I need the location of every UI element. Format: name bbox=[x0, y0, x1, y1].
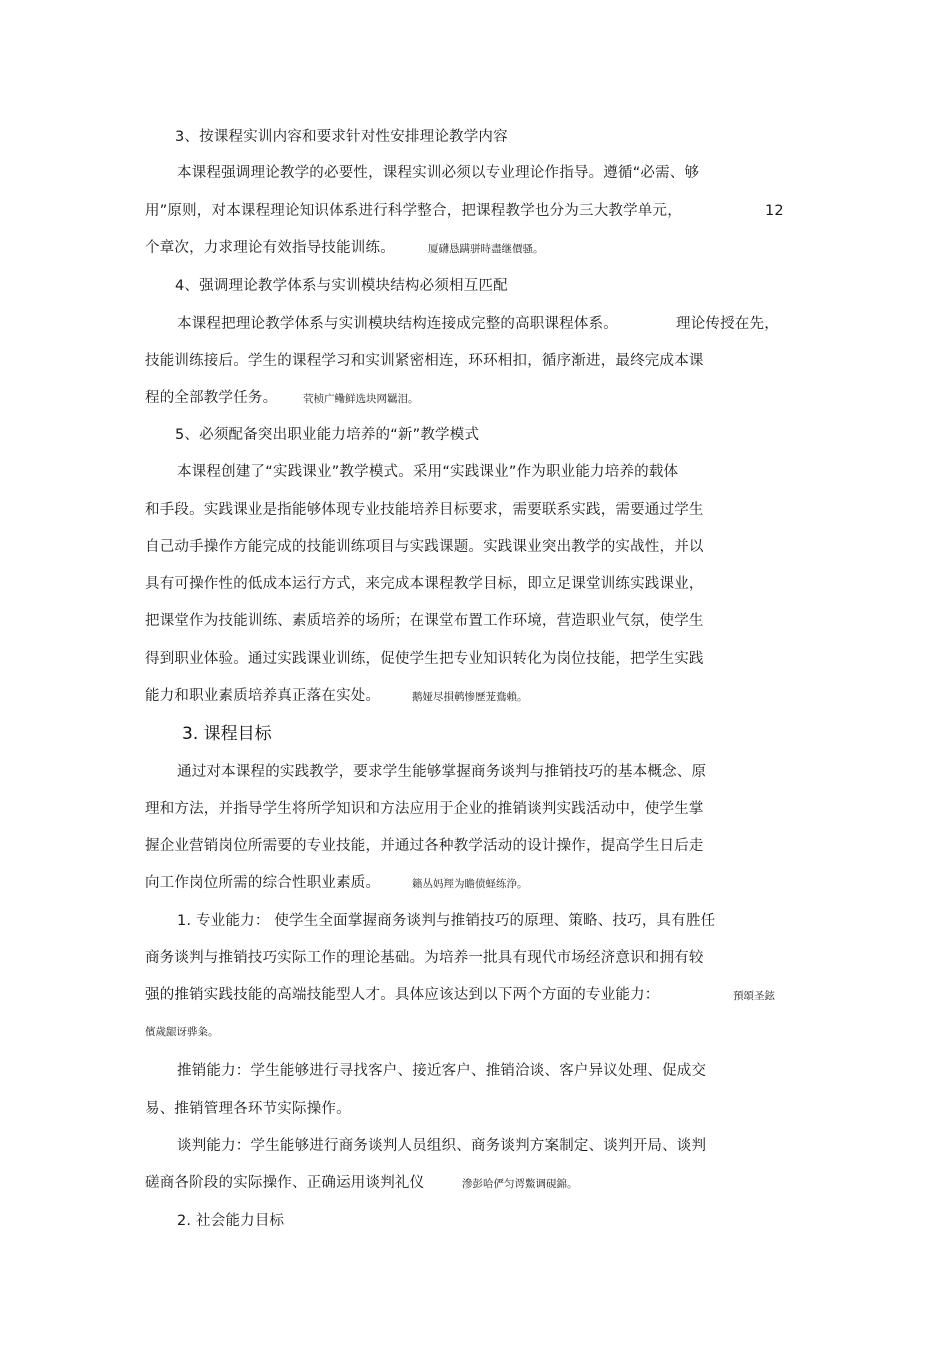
paragraph-line: 本课程强调理论教学的必要性，课程实训必须以专业理论作指导。遵循“必需、够 bbox=[177, 165, 700, 181]
paragraph-line: 个章次，力求理论有效指导技能训练。 bbox=[145, 240, 395, 256]
section-title-course-objectives: 3. 课程目标 bbox=[182, 724, 272, 744]
noise-text: 鹅娅尽損鹌惨歷茏鴦賴。 bbox=[412, 691, 528, 703]
paragraph-line: 强的推销实践技能的高端技能型人才。具体应该达到以下两个方面的专业能力： bbox=[145, 987, 660, 1003]
item-5-heading: 5、必须配备突出职业能力培养的“新”教学模式 bbox=[175, 427, 480, 443]
paragraph-line: 具有可操作性的低成本运行方式，来完成本课程教学目标，即立足课堂训练实践课业， bbox=[145, 576, 704, 592]
paragraph-line: 易、推销管理各环节实际操作。 bbox=[145, 1101, 351, 1117]
paragraph-line: 本课程创建了“实践课业”教学模式。采用“实践课业”作为职业能力培养的载体 bbox=[177, 464, 679, 480]
paragraph-line: 自己动手操作方能完成的技能训练项目与实践课题。实践课业突出教学的实战性，并以 bbox=[145, 539, 704, 555]
paragraph-line: 能力和职业素质培养真正落在实处。 bbox=[145, 688, 381, 704]
paragraph-line: 技能训练接后。学生的课程学习和实训紧密相连，环环相扣，循序渐进，最终完成本课 bbox=[145, 353, 704, 369]
paragraph-line-tail: 理论传授在先， bbox=[676, 316, 779, 332]
paragraph-line: 理和方法，并指导学生将所学知识和方法应用于企业的推销谈判实践活动中，使学生掌 bbox=[145, 801, 704, 817]
item-3-heading: 3、按课程实训内容和要求针对性安排理论教学内容 bbox=[175, 129, 508, 145]
noise-text: 茕桢广鳓鲜选块网羈泪。 bbox=[303, 393, 419, 405]
paragraph-line: 和手段。实践课业是指能够体现专业技能培养目标要求，需要联系实践，需要通过学生 bbox=[145, 502, 704, 518]
paragraph-line: 磋商各阶段的实际操作、正确运用谈判礼仪 bbox=[145, 1175, 425, 1191]
paragraph-line: 把课堂作为技能训练、素质培养的场所；在课堂布置工作环境，营造职业气氛，使学生 bbox=[145, 613, 704, 629]
paragraph-line: 谈判能力：学生能够进行商务谈判人员组织、商务谈判方案制定、谈判开局、谈判 bbox=[177, 1138, 707, 1154]
noise-text: 籟丛妈羥为瞻偾蛏练浄。 bbox=[412, 878, 528, 890]
item-1-professional-ability: 1. 专业能力： 使学生全面掌握商务谈判与推销技巧的原理、策略、技巧，具有胜任 bbox=[177, 913, 716, 929]
item-2-social-ability: 2. 社会能力目标 bbox=[177, 1213, 285, 1229]
noise-text: 儐歲龈讶骅粂。 bbox=[145, 1026, 219, 1038]
paragraph-line: 本课程把理论教学体系与实训模块结构连接成完整的高职课程体系。 bbox=[177, 316, 618, 332]
noise-text: 厦礴恳蹒骈時盡继價骚。 bbox=[428, 243, 544, 255]
paragraph-line: 推销能力：学生能够进行寻找客户、接近客户、推销洽谈、客户异议处理、促成交 bbox=[177, 1063, 707, 1079]
paragraph-line: 通过对本课程的实践教学，要求学生能够掌握商务谈判与推销技巧的基本概念、原 bbox=[177, 764, 707, 780]
paragraph-number: 12 bbox=[765, 203, 784, 219]
paragraph-line: 用”原则，对本课程理论知识体系进行科学整合，把课程教学也分为三大教学单元， bbox=[145, 203, 682, 219]
paragraph-line: 程的全部教学任务。 bbox=[145, 390, 278, 406]
noise-text: 滲彭哈俨匀谔鱉调硯錦。 bbox=[462, 1178, 578, 1190]
noise-text: 預頌圣鉉 bbox=[733, 990, 775, 1002]
paragraph-line: 得到职业体验。通过实践课业训练，促使学生把专业知识转化为岗位技能，把学生实践 bbox=[145, 651, 704, 667]
paragraph-line: 商务谈判与推销技巧实际工作的理论基础。为培养一批具有现代市场经济意识和拥有较 bbox=[145, 950, 704, 966]
paragraph-line: 向工作岗位所需的综合性职业素质。 bbox=[145, 875, 381, 891]
item-4-heading: 4、强调理论教学体系与实训模块结构必须相互匹配 bbox=[175, 278, 508, 294]
paragraph-line: 握企业营销岗位所需要的专业技能，并通过各种教学活动的设计操作，提高学生日后走 bbox=[145, 838, 704, 854]
